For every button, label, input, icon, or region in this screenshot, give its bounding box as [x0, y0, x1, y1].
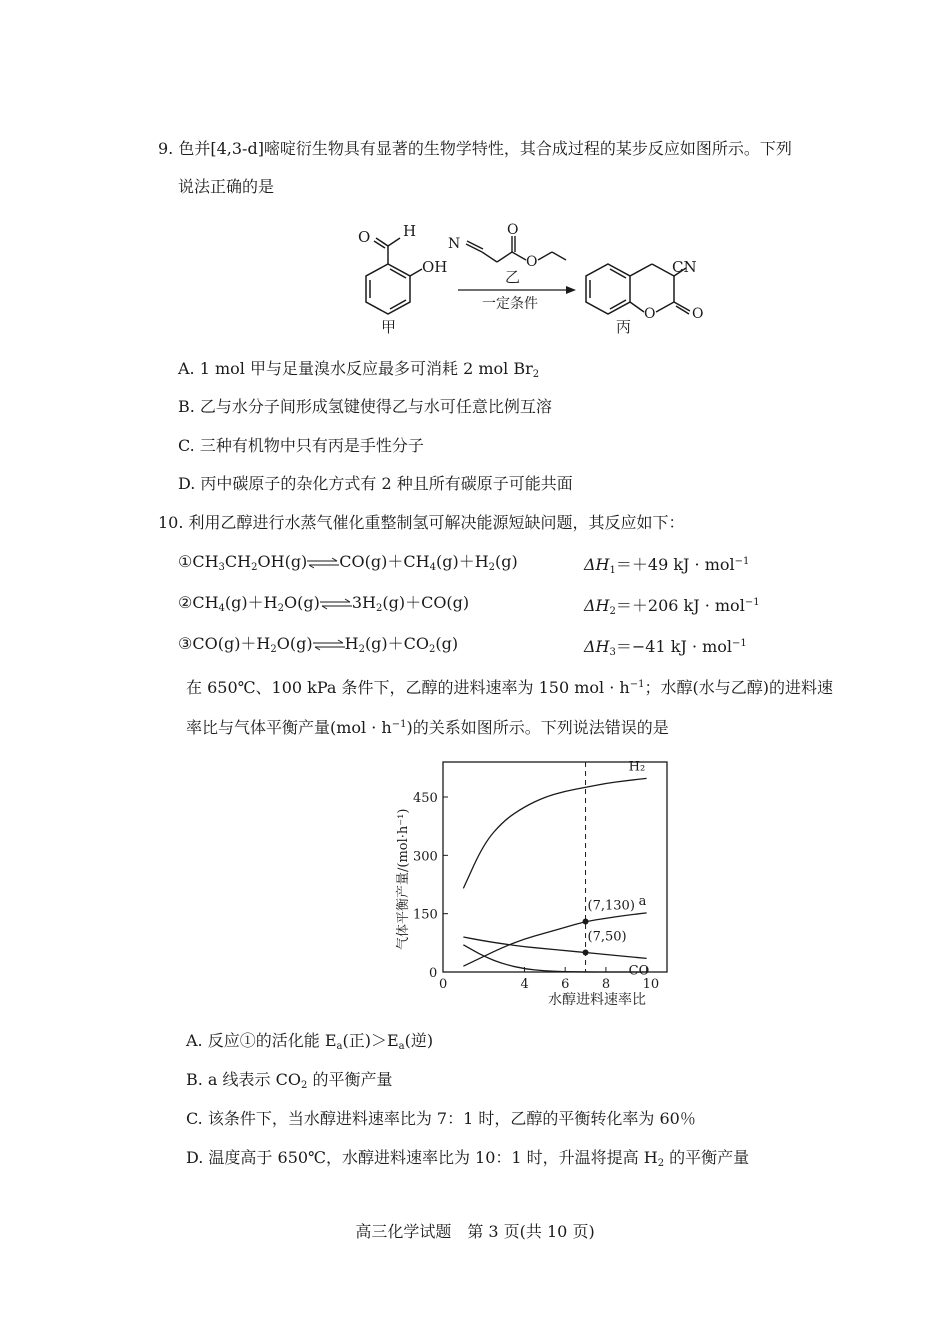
series-line-ch4 [463, 945, 646, 972]
q9-option-c: C. 三种有机物中只有丙是手性分子 [178, 436, 424, 455]
q9-option-d: D. 丙中碳原子的杂化方式有 2 种且所有碳原子可能共面 [178, 474, 573, 493]
q10-paragraph-line1: 在 650℃、100 kPa 条件下，乙醇的进料速率为 150 mol · $h^{-1}$；水醇(水与乙醇)的进料速 [186, 678, 833, 697]
reaction-condition: 一定条件 [482, 296, 538, 312]
reagent-label: 乙 [505, 268, 521, 286]
q10-stem: 10. 利用乙醇进行水蒸气催化重整制氢可解决能源短缺问题，其反应如下： [158, 513, 685, 532]
q10-option-c: C. 该条件下，当水醇进料速率比为 7：1 时，乙醇的平衡转化率为 60％ [186, 1109, 696, 1128]
product-cn-text: CN [672, 258, 697, 276]
reactant-structure [366, 238, 422, 314]
series-label-CO: CO [628, 963, 650, 979]
reagent-structure [466, 236, 566, 262]
x-axis-label: 水醇进料速率比 [548, 992, 646, 1008]
equilibrium-arrow-icon [313, 640, 345, 650]
x-tick-label-10: 10 [642, 977, 660, 992]
y-tick-label-150: 150 [413, 907, 438, 923]
product-o-ring-text: O [644, 306, 656, 322]
q10-option-a: A. 反应①的活化能 $E_a$(正)$>E_a$(逆) [186, 1031, 434, 1052]
q10-equation-2: $②CH_4(g)+H_2O(g)$ $3H_2(g)+CO(g)$ [178, 593, 470, 614]
x-tick-label-4: 4 [520, 977, 529, 992]
x-tick-label-8: 8 [601, 977, 611, 992]
hydroxyl-text: OH [422, 258, 448, 276]
page-footer: 高三化学试题 第 3 页(共 10 页) [355, 1222, 595, 1241]
q9-option-b: B. 乙与水分子间形成氢键使得乙与水可任意比例互溶 [178, 397, 552, 416]
reagent-o-ester-text: O [526, 254, 538, 270]
q10-enthalpy-2: $\Delta H_2=+206$ kJ · mol$^{-1}$ [584, 596, 760, 617]
gas-yield-chart [380, 750, 680, 1020]
series-label-a: a [638, 893, 647, 909]
q10-enthalpy-3: $\Delta H_3=-41$ kJ · mol$^{-1}$ [584, 637, 747, 658]
reactant-label: 甲 [381, 318, 397, 336]
q10-equation-3: $③CO(g)+H_2O(g)$ $H_2(g)+CO_2(g)$ [178, 634, 459, 655]
q10-option-d: D. 温度高于 650℃，水醇进料速率比为 10：1 时，升温将提高 $H_2$ 的平衡产量 [186, 1148, 750, 1169]
q10-equation-1: $①CH_3CH_2OH(g)$ $CO(g)+CH_4(g)+H_2(g)$ [178, 552, 518, 573]
q9-reaction-scheme [340, 218, 720, 338]
q10-option-b: B. a 线表示 $CO_2$ 的平衡产量 [186, 1070, 393, 1091]
aldehyde-h-text: H [403, 222, 417, 240]
point-label-1: (7,50) [587, 929, 627, 945]
q10-paragraph-line2: 率比与气体平衡产量$(mol \cdot h^{-1})$的关系如图所示。下列说法错误的是 [186, 718, 669, 737]
point-marker-0 [583, 918, 589, 924]
reagent-n-text: N [448, 236, 461, 252]
product-label: 丙 [616, 318, 632, 336]
aldehyde-o-text: O [358, 228, 371, 246]
y-axis-label: 气体平衡产量/(mol·h⁻¹) [396, 808, 411, 950]
q10-enthalpy-1: $\Delta H_1=+49$ kJ · mol$^{-1}$ [584, 555, 750, 576]
q9-option-a: A. 1 mol 甲与足量溴水反应最多可消耗 2 mol $Br_2$ [178, 359, 540, 380]
arrow-head [566, 286, 576, 294]
series-label-H₂: H₂ [628, 759, 646, 775]
y-tick-label-450: 450 [413, 791, 438, 806]
x-tick-label-0: 0 [439, 977, 448, 992]
point-marker-1 [583, 950, 589, 956]
reagent-o-top-text: O [507, 222, 519, 238]
y-tick-label-0: 0 [429, 966, 438, 981]
equilibrium-arrow-icon [320, 599, 352, 609]
point-label-0: (7,130) [587, 898, 635, 914]
y-tick-label-300: 300 [413, 849, 438, 865]
equilibrium-arrow-icon [307, 558, 339, 568]
series-line-h₂ [463, 778, 646, 888]
product-o-keto-text: O [692, 306, 704, 322]
q9-stem-line1: 9. 色并[4,3-d]嘧啶衍生物具有显著的生物学特性，其合成过程的某步反应如图所示。下列 [158, 139, 792, 158]
x-tick-label-6: 6 [561, 977, 570, 992]
q9-stem-line2: 说法正确的是 [178, 177, 275, 196]
